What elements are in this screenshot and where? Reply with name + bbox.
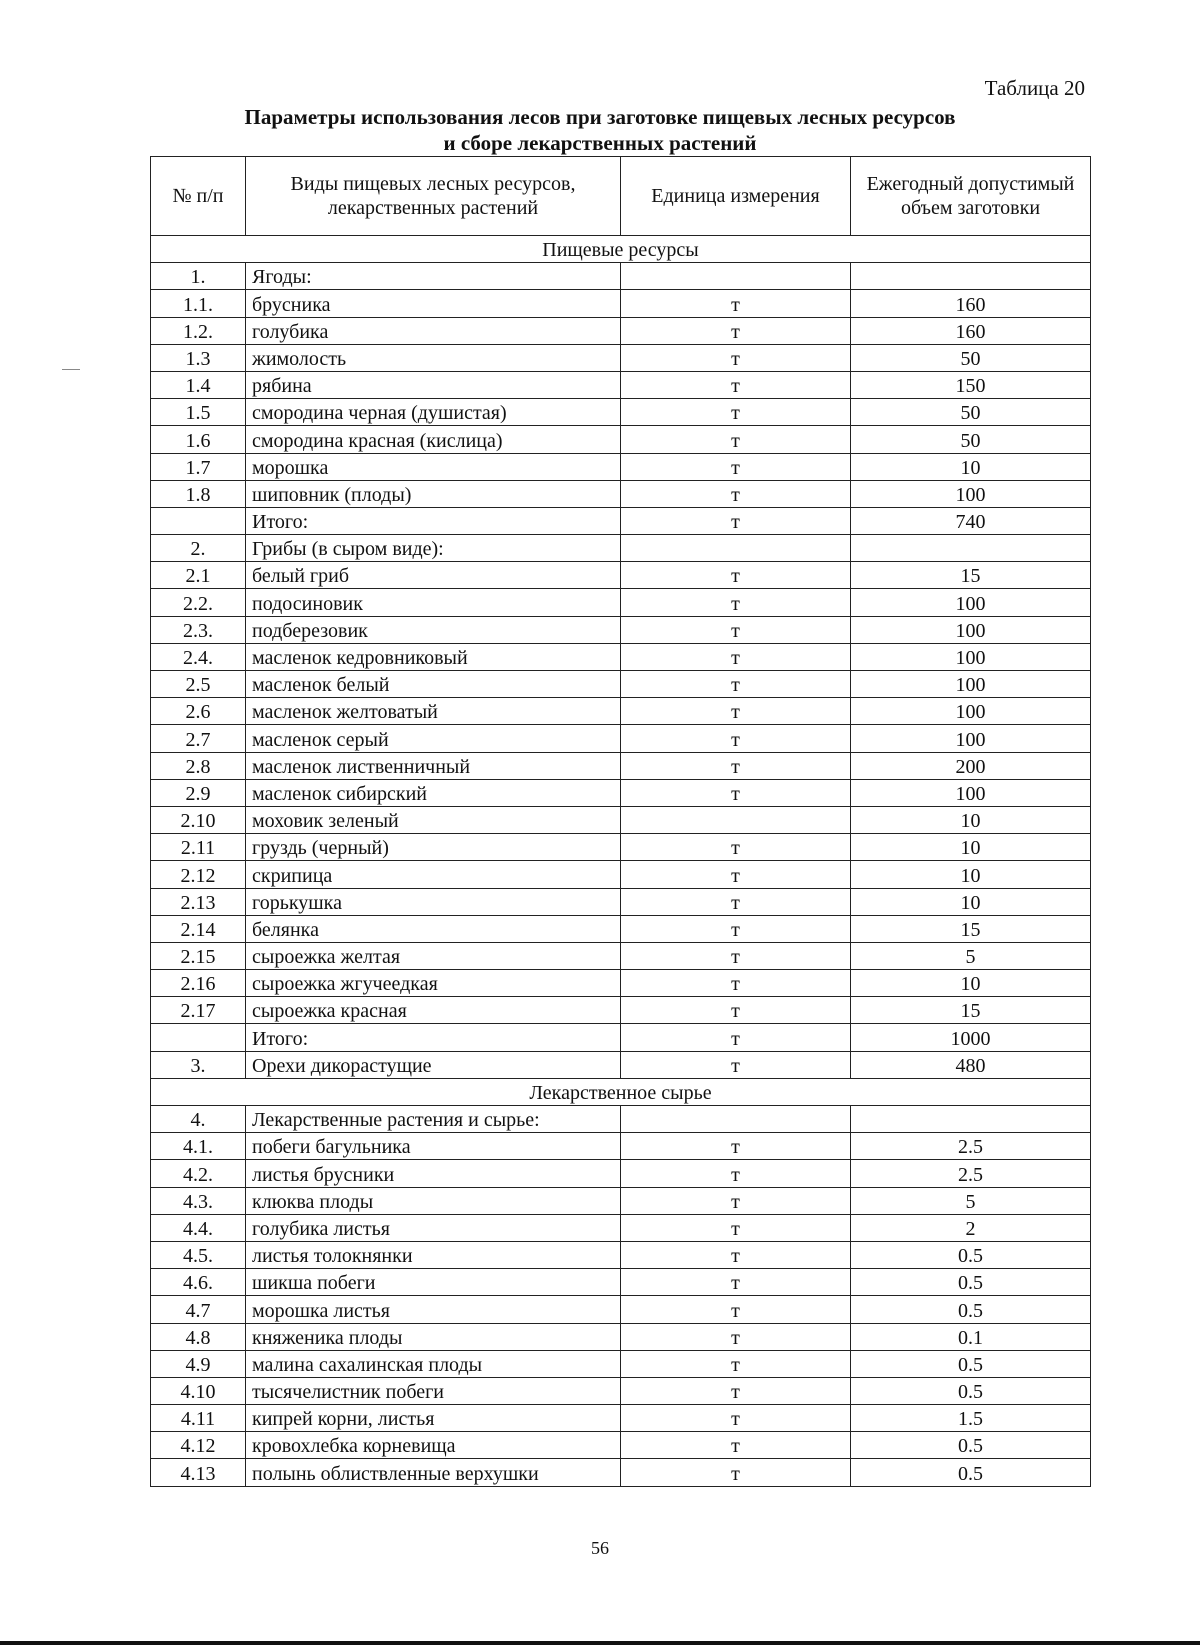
row-number: 2.16 bbox=[151, 970, 246, 997]
header-volume: Ежегодный допустимый объем заготовки bbox=[851, 157, 1091, 236]
row-name: голубика bbox=[246, 317, 621, 344]
row-number: 2.5 bbox=[151, 671, 246, 698]
row-name: морошка листья bbox=[246, 1296, 621, 1323]
row-name: рябина bbox=[246, 371, 621, 398]
row-unit: т bbox=[621, 1160, 851, 1187]
row-unit: т bbox=[621, 1051, 851, 1078]
row-volume: 100 bbox=[851, 643, 1091, 670]
row-name: масленок кедровниковый bbox=[246, 643, 621, 670]
row-name: подосиновик bbox=[246, 589, 621, 616]
table-row bbox=[151, 616, 1091, 643]
row-number: 2.15 bbox=[151, 942, 246, 969]
table-row bbox=[151, 1187, 1091, 1214]
row-name: горькушка bbox=[246, 888, 621, 915]
row-volume: 50 bbox=[851, 344, 1091, 371]
row-unit: т bbox=[621, 480, 851, 507]
header-name: Виды пищевых лесных ресурсов, лекарственных растений bbox=[246, 157, 621, 236]
section-title: Пищевые ресурсы bbox=[151, 236, 1091, 263]
table-row bbox=[151, 1214, 1091, 1241]
row-number: 4.1. bbox=[151, 1133, 246, 1160]
row-unit bbox=[621, 1106, 851, 1133]
row-name: брусника bbox=[246, 290, 621, 317]
row-name: моховик зеленый bbox=[246, 806, 621, 833]
row-number: 1.2. bbox=[151, 317, 246, 344]
row-volume: 5 bbox=[851, 1187, 1091, 1214]
table-row bbox=[151, 1405, 1091, 1432]
row-name: сыроежка красная bbox=[246, 997, 621, 1024]
row-volume bbox=[851, 535, 1091, 562]
row-volume: 100 bbox=[851, 589, 1091, 616]
row-number: 2. bbox=[151, 535, 246, 562]
header-unit: Единица измерения bbox=[621, 157, 851, 236]
table-row bbox=[151, 1051, 1091, 1078]
row-name: смородина черная (душистая) bbox=[246, 399, 621, 426]
row-name: кровохлебка корневища bbox=[246, 1432, 621, 1459]
row-name: белый гриб bbox=[246, 562, 621, 589]
row-unit: т bbox=[621, 399, 851, 426]
row-name: Ягоды: bbox=[246, 263, 621, 290]
row-unit: т bbox=[621, 1323, 851, 1350]
section-row bbox=[151, 236, 1091, 263]
row-volume: 2.5 bbox=[851, 1133, 1091, 1160]
table-row bbox=[151, 317, 1091, 344]
row-number: 1.1. bbox=[151, 290, 246, 317]
row-volume: 200 bbox=[851, 752, 1091, 779]
row-number: 4.3. bbox=[151, 1187, 246, 1214]
row-number: 2.1 bbox=[151, 562, 246, 589]
row-volume: 100 bbox=[851, 725, 1091, 752]
row-volume: 15 bbox=[851, 915, 1091, 942]
row-unit: т bbox=[621, 1405, 851, 1432]
row-name: Итого: bbox=[246, 507, 621, 534]
row-volume: 0.1 bbox=[851, 1323, 1091, 1350]
row-volume: 480 bbox=[851, 1051, 1091, 1078]
row-unit: т bbox=[621, 616, 851, 643]
row-name: клюква плоды bbox=[246, 1187, 621, 1214]
row-unit: т bbox=[621, 562, 851, 589]
row-number: 2.3. bbox=[151, 616, 246, 643]
row-unit: т bbox=[621, 426, 851, 453]
row-number: 4.8 bbox=[151, 1323, 246, 1350]
row-volume: 100 bbox=[851, 779, 1091, 806]
row-volume: 100 bbox=[851, 480, 1091, 507]
row-unit: т bbox=[621, 317, 851, 344]
row-number: 1.3 bbox=[151, 344, 246, 371]
row-name: подберезовик bbox=[246, 616, 621, 643]
row-name: сыроежка желтая bbox=[246, 942, 621, 969]
table-title-line-2: и сборе лекарственных растений bbox=[443, 131, 757, 155]
row-volume: 100 bbox=[851, 616, 1091, 643]
row-number: 2.10 bbox=[151, 806, 246, 833]
page-number: 56 bbox=[591, 1538, 609, 1558]
row-name: Лекарственные растения и сырье: bbox=[246, 1106, 621, 1133]
row-number: 2.7 bbox=[151, 725, 246, 752]
row-number bbox=[151, 1024, 246, 1051]
row-unit: т bbox=[621, 942, 851, 969]
table-row bbox=[151, 1241, 1091, 1268]
table-row bbox=[151, 290, 1091, 317]
row-name: побеги багульника bbox=[246, 1133, 621, 1160]
table-row bbox=[151, 480, 1091, 507]
row-unit: т bbox=[621, 507, 851, 534]
table-row bbox=[151, 1024, 1091, 1051]
table-row bbox=[151, 834, 1091, 861]
row-number: 2.9 bbox=[151, 779, 246, 806]
row-unit: т bbox=[621, 371, 851, 398]
row-volume: 5 bbox=[851, 942, 1091, 969]
row-unit: т bbox=[621, 1024, 851, 1051]
table-row bbox=[151, 562, 1091, 589]
table-title-line-1: Параметры использования лесов при заготовке пищевых лесных ресурсов bbox=[244, 105, 956, 129]
table-row bbox=[151, 1377, 1091, 1404]
row-name: листья брусники bbox=[246, 1160, 621, 1187]
row-name: Итого: bbox=[246, 1024, 621, 1051]
row-name: Орехи дикорастущие bbox=[246, 1051, 621, 1078]
row-number: 2.8 bbox=[151, 752, 246, 779]
row-number: 4.13 bbox=[151, 1459, 246, 1486]
row-number: 2.11 bbox=[151, 834, 246, 861]
row-volume: 0.5 bbox=[851, 1432, 1091, 1459]
row-volume: 0.5 bbox=[851, 1269, 1091, 1296]
row-number: 2.6 bbox=[151, 698, 246, 725]
row-unit: т bbox=[621, 752, 851, 779]
row-number: 4. bbox=[151, 1106, 246, 1133]
table-row bbox=[151, 698, 1091, 725]
bottom-rule bbox=[0, 1641, 1200, 1645]
row-unit: т bbox=[621, 888, 851, 915]
row-name: малина сахалинская плоды bbox=[246, 1350, 621, 1377]
row-number: 1. bbox=[151, 263, 246, 290]
table-label: Таблица 20 bbox=[984, 76, 1085, 100]
table-row bbox=[151, 779, 1091, 806]
row-unit: т bbox=[621, 671, 851, 698]
table-row bbox=[151, 970, 1091, 997]
section-title: Лекарственное сырье bbox=[151, 1078, 1091, 1105]
table-row bbox=[151, 1133, 1091, 1160]
row-name: тысячелистник побеги bbox=[246, 1377, 621, 1404]
row-name: листья толокнянки bbox=[246, 1241, 621, 1268]
table-row bbox=[151, 535, 1091, 562]
row-number: 4.6. bbox=[151, 1269, 246, 1296]
row-volume: 10 bbox=[851, 453, 1091, 480]
row-name: Грибы (в сыром виде): bbox=[246, 535, 621, 562]
row-volume: 100 bbox=[851, 671, 1091, 698]
row-number: 4.12 bbox=[151, 1432, 246, 1459]
row-unit: т bbox=[621, 779, 851, 806]
row-name: голубика листья bbox=[246, 1214, 621, 1241]
table-row bbox=[151, 725, 1091, 752]
table-row bbox=[151, 1350, 1091, 1377]
table-row bbox=[151, 344, 1091, 371]
row-volume: 100 bbox=[851, 698, 1091, 725]
row-unit: т bbox=[621, 344, 851, 371]
row-volume: 160 bbox=[851, 317, 1091, 344]
table-row bbox=[151, 263, 1091, 290]
row-number: 4.7 bbox=[151, 1296, 246, 1323]
row-number: 2.12 bbox=[151, 861, 246, 888]
row-number: 2.14 bbox=[151, 915, 246, 942]
row-unit bbox=[621, 535, 851, 562]
row-unit: т bbox=[621, 1296, 851, 1323]
row-number: 1.5 bbox=[151, 399, 246, 426]
scan-artifact bbox=[62, 369, 80, 370]
row-number: 4.10 bbox=[151, 1377, 246, 1404]
row-number: 2.13 bbox=[151, 888, 246, 915]
header-num: № п/п bbox=[151, 157, 246, 236]
row-volume: 150 bbox=[851, 371, 1091, 398]
row-unit: т bbox=[621, 1133, 851, 1160]
row-unit: т bbox=[621, 725, 851, 752]
row-unit: т bbox=[621, 915, 851, 942]
row-unit: т bbox=[621, 1459, 851, 1486]
row-volume: 1000 bbox=[851, 1024, 1091, 1051]
row-name: кипрей корни, листья bbox=[246, 1405, 621, 1432]
row-unit: т bbox=[621, 1214, 851, 1241]
row-unit: т bbox=[621, 1432, 851, 1459]
row-number: 2.17 bbox=[151, 997, 246, 1024]
row-volume: 10 bbox=[851, 834, 1091, 861]
row-volume: 160 bbox=[851, 290, 1091, 317]
resources-table bbox=[150, 156, 1091, 1487]
row-unit: т bbox=[621, 1350, 851, 1377]
table-row bbox=[151, 1459, 1091, 1486]
row-volume: 15 bbox=[851, 997, 1091, 1024]
row-number: 2.2. bbox=[151, 589, 246, 616]
row-name: шикша побеги bbox=[246, 1269, 621, 1296]
table-row bbox=[151, 1106, 1091, 1133]
row-volume: 0.5 bbox=[851, 1459, 1091, 1486]
row-unit: т bbox=[621, 997, 851, 1024]
table-row bbox=[151, 942, 1091, 969]
table-row bbox=[151, 671, 1091, 698]
row-name: масленок желтоватый bbox=[246, 698, 621, 725]
table-row bbox=[151, 1323, 1091, 1350]
table-row bbox=[151, 915, 1091, 942]
row-volume: 10 bbox=[851, 861, 1091, 888]
table-row bbox=[151, 1432, 1091, 1459]
row-name: морошка bbox=[246, 453, 621, 480]
table-row bbox=[151, 997, 1091, 1024]
row-unit bbox=[621, 263, 851, 290]
table-row bbox=[151, 752, 1091, 779]
row-unit: т bbox=[621, 643, 851, 670]
row-number: 4.4. bbox=[151, 1214, 246, 1241]
row-name: сыроежка жгучеедкая bbox=[246, 970, 621, 997]
row-name: княженика плоды bbox=[246, 1323, 621, 1350]
row-name: груздь (черный) bbox=[246, 834, 621, 861]
row-volume: 0.5 bbox=[851, 1241, 1091, 1268]
row-name: скрипица bbox=[246, 861, 621, 888]
table-row bbox=[151, 399, 1091, 426]
table-row bbox=[151, 888, 1091, 915]
row-volume: 10 bbox=[851, 806, 1091, 833]
row-volume: 2.5 bbox=[851, 1160, 1091, 1187]
table-row bbox=[151, 453, 1091, 480]
row-name: масленок сибирский bbox=[246, 779, 621, 806]
row-number: 4.2. bbox=[151, 1160, 246, 1187]
table-row bbox=[151, 589, 1091, 616]
row-name: полынь облиствленные верхушки bbox=[246, 1459, 621, 1486]
row-name: масленок серый bbox=[246, 725, 621, 752]
row-unit: т bbox=[621, 1377, 851, 1404]
row-name: смородина красная (кислица) bbox=[246, 426, 621, 453]
row-unit: т bbox=[621, 1241, 851, 1268]
row-name: масленок белый bbox=[246, 671, 621, 698]
row-number: 4.9 bbox=[151, 1350, 246, 1377]
table-row bbox=[151, 507, 1091, 534]
row-name: жимолость bbox=[246, 344, 621, 371]
table-row bbox=[151, 426, 1091, 453]
row-number: 1.7 bbox=[151, 453, 246, 480]
row-unit: т bbox=[621, 1187, 851, 1214]
row-number bbox=[151, 507, 246, 534]
row-unit: т bbox=[621, 290, 851, 317]
row-number: 3. bbox=[151, 1051, 246, 1078]
row-number: 4.11 bbox=[151, 1405, 246, 1432]
table-row bbox=[151, 861, 1091, 888]
row-volume: 740 bbox=[851, 507, 1091, 534]
row-unit: т bbox=[621, 834, 851, 861]
section-row bbox=[151, 1078, 1091, 1105]
row-volume: 0.5 bbox=[851, 1296, 1091, 1323]
row-volume: 10 bbox=[851, 970, 1091, 997]
table-row bbox=[151, 1296, 1091, 1323]
row-unit: т bbox=[621, 453, 851, 480]
row-unit: т bbox=[621, 698, 851, 725]
row-unit: т bbox=[621, 970, 851, 997]
row-number: 1.4 bbox=[151, 371, 246, 398]
row-volume: 50 bbox=[851, 399, 1091, 426]
row-volume: 0.5 bbox=[851, 1377, 1091, 1404]
table-row bbox=[151, 643, 1091, 670]
table-row bbox=[151, 371, 1091, 398]
row-name: белянка bbox=[246, 915, 621, 942]
row-number: 1.6 bbox=[151, 426, 246, 453]
row-unit: т bbox=[621, 861, 851, 888]
row-number: 2.4. bbox=[151, 643, 246, 670]
row-unit: т bbox=[621, 1269, 851, 1296]
row-volume: 1.5 bbox=[851, 1405, 1091, 1432]
table-row bbox=[151, 1269, 1091, 1296]
row-volume: 15 bbox=[851, 562, 1091, 589]
table-row bbox=[151, 806, 1091, 833]
row-volume: 2 bbox=[851, 1214, 1091, 1241]
table-title bbox=[150, 104, 1050, 156]
row-volume bbox=[851, 1106, 1091, 1133]
row-volume bbox=[851, 263, 1091, 290]
row-volume: 10 bbox=[851, 888, 1091, 915]
table-row bbox=[151, 1160, 1091, 1187]
row-volume: 50 bbox=[851, 426, 1091, 453]
row-name: масленок лиственничный bbox=[246, 752, 621, 779]
table-body bbox=[151, 236, 1091, 1487]
row-number: 1.8 bbox=[151, 480, 246, 507]
row-number: 4.5. bbox=[151, 1241, 246, 1268]
row-name: шиповник (плоды) bbox=[246, 480, 621, 507]
row-unit: т bbox=[621, 589, 851, 616]
table-header-row bbox=[151, 157, 1091, 236]
row-unit bbox=[621, 806, 851, 833]
row-volume: 0.5 bbox=[851, 1350, 1091, 1377]
